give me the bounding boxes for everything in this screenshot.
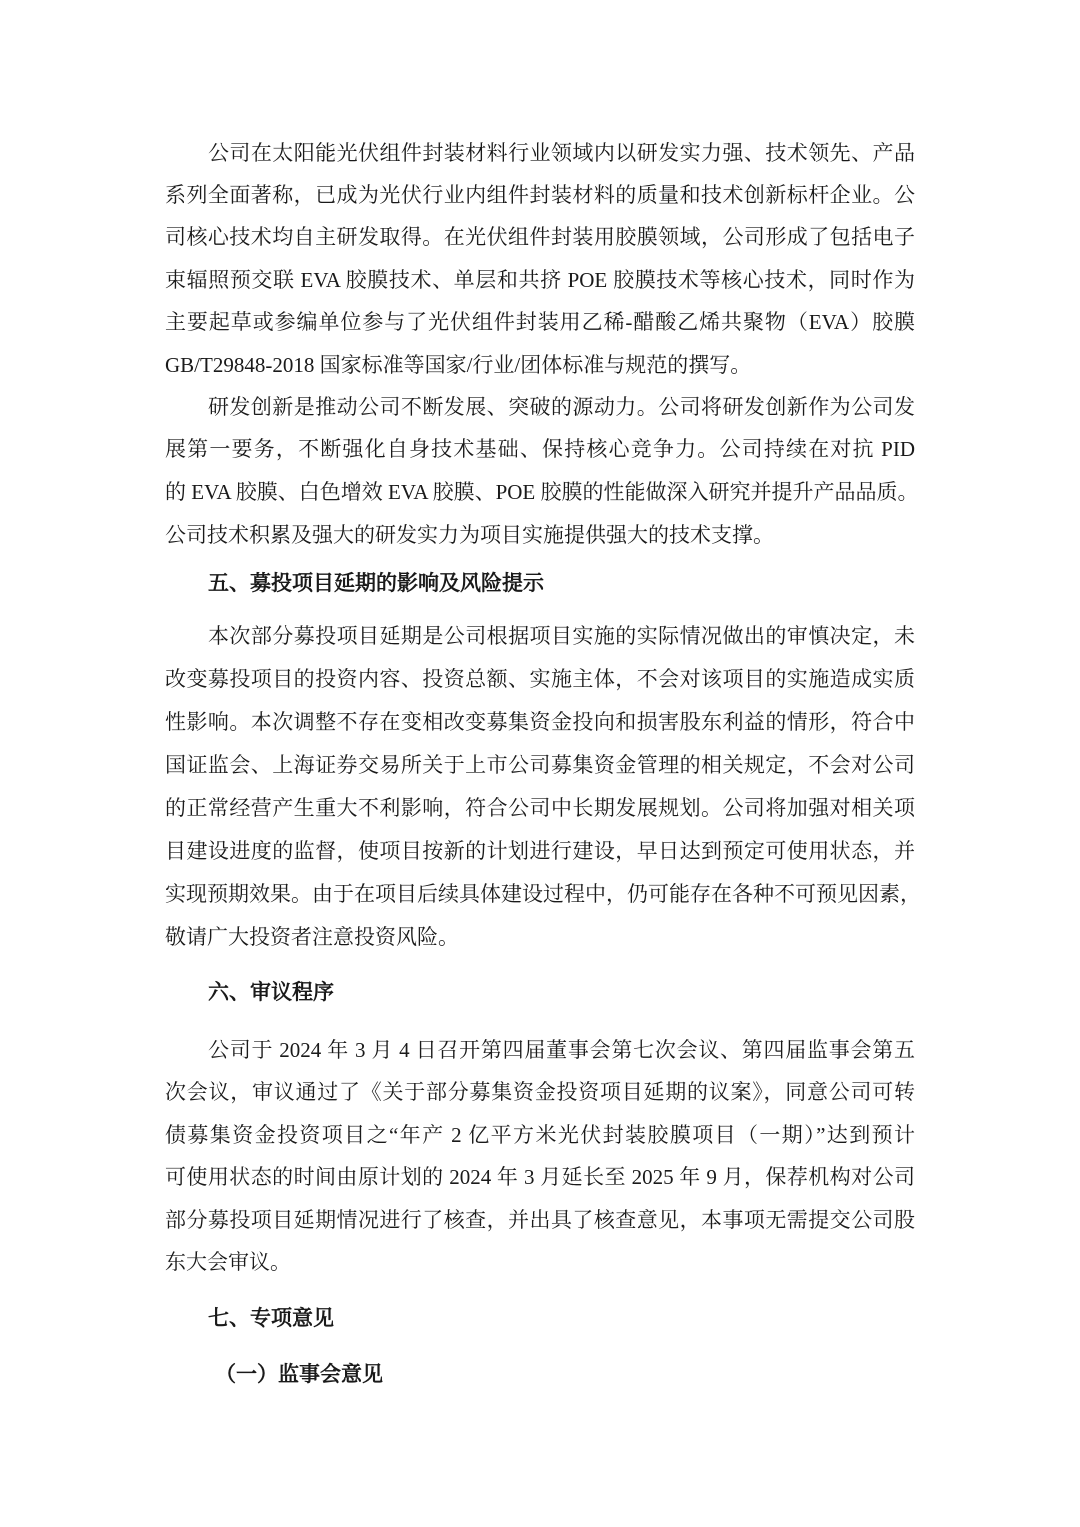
text-line: 公司在太阳能光伏组件封装材料行业领域内以研发实力强、技术领先、产品 [208,141,915,165]
text-line: 公司技术积累及强大的研发实力为项目实施提供强大的技术支撑。 [165,523,774,547]
text-line: 司核心技术均自主研发取得。在光伏组件封装用胶膜领域，公司形成了包括电子 [165,225,915,249]
text-line: 可使用状态的时间由原计划的 2024 年 3 月延长至 2025 年 9 月，保荐机构对公司 [165,1165,915,1189]
text-line: 束辐照预交联 EVA 胶膜技术、单层和共挤 POE 胶膜技术等核心技术，同时作为 [165,268,915,292]
text-line: 性影响。本次调整不存在变相改变募集资金投向和损害股东利益的情形，符合中 [165,710,915,734]
text-line: 的 EVA 胶膜、白色增效 EVA 胶膜、POE 胶膜的性能做深入研究并提升产品品质。 [165,480,919,504]
text-line: 次会议，审议通过了《关于部分募集资金投资项目延期的议案》，同意公司可转 [165,1080,915,1104]
text-line: 东大会审议。 [165,1250,291,1274]
heading-section-6: 六、审议程序 [208,980,334,1004]
heading-section-5: 五、募投项目延期的影响及风险提示 [208,571,544,595]
text-line: 实现预期效果。由于在项目后续具体建设过程中，仍可能存在各种不可预见因素， [165,882,921,906]
text-line: 改变募投项目的投资内容、投资总额、实施主体，不会对该项目的实施造成实质 [165,667,915,691]
text-line: 国证监会、上海证券交易所关于上市公司募集资金管理的相关规定，不会对公司 [165,753,915,777]
text-line: 展第一要务，不断强化自身技术基础、保持核心竞争力。公司持续在对抗 PID [165,437,915,461]
heading-section-7: 七、专项意见 [208,1306,334,1330]
text-line: 的正常经营产生重大不利影响，符合公司中长期发展规划。公司将加强对相关项 [165,796,915,820]
heading-supervisory-board-opinion: （一）监事会意见 [215,1362,383,1386]
text-line: 敬请广大投资者注意投资风险。 [165,925,459,949]
text-line: GB/T29848-2018 国家标准等国家/行业/团体标准与规范的撰写。 [165,353,752,377]
text-line: 目建设进度的监督，使项目按新的计划进行建设，早日达到预定可使用状态，并 [165,839,915,863]
text-line: 主要起草或参编单位参与了光伏组件封装用乙稀-醋酸乙烯共聚物（EVA）胶膜 [165,310,915,334]
text-line: 债募集资金投资项目之“年产 2 亿平方米光伏封装胶膜项目（一期）”达到预计 [165,1123,915,1147]
text-line: 研发创新是推动公司不断发展、突破的源动力。公司将研发创新作为公司发 [208,395,915,419]
text-line: 部分募投项目延期情况进行了核查，并出具了核查意见，本事项无需提交公司股 [165,1208,915,1232]
text-line: 系列全面著称，已成为光伏行业内组件封装材料的质量和技术创新标杆企业。公 [165,183,915,207]
text-line: 公司于 2024 年 3 月 4 日召开第四届董事会第七次会议、第四届监事会第五 [208,1038,915,1062]
text-line: 本次部分募投项目延期是公司根据项目实施的实际情况做出的审慎决定，未 [208,624,915,648]
